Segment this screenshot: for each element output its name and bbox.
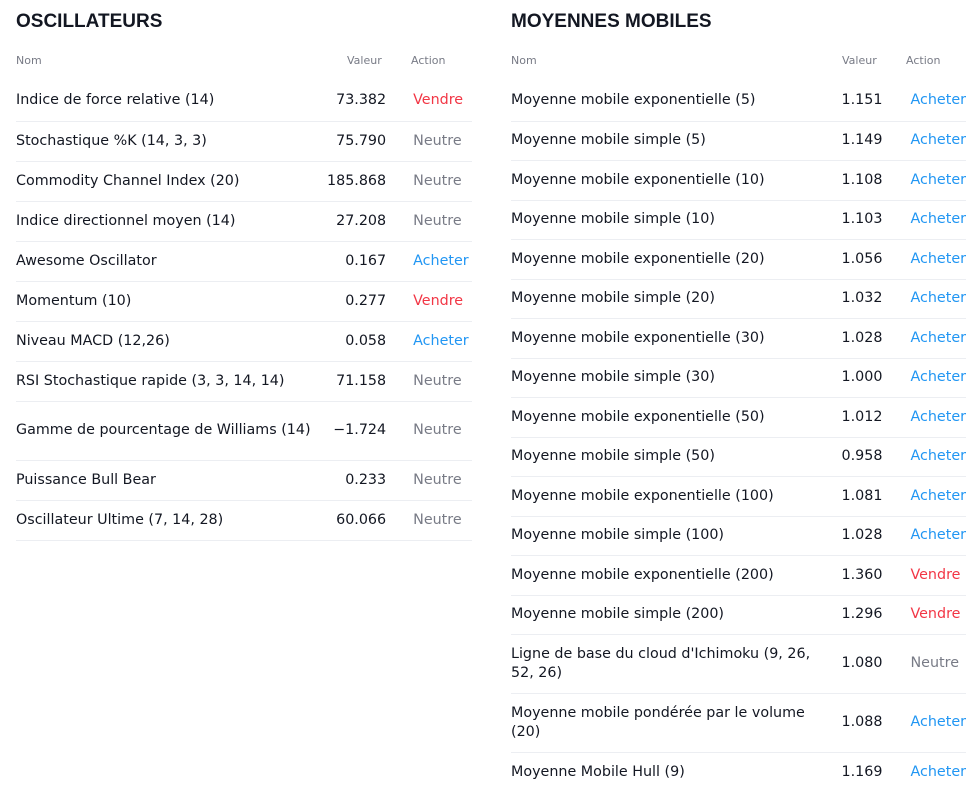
indicator-action: Acheter (910, 714, 966, 730)
indicator-action: Acheter (910, 290, 966, 306)
column-header-action: Action (906, 54, 941, 67)
indicator-value: 0.167 (345, 252, 387, 269)
column-header-value: Valeur (842, 54, 877, 67)
table-row[interactable] (511, 555, 966, 595)
table-row[interactable] (16, 500, 472, 540)
indicator-action: Acheter (910, 763, 966, 780)
table-row[interactable] (16, 281, 472, 321)
table-row[interactable] (16, 321, 472, 361)
indicator-value: 0.277 (345, 292, 387, 309)
table-row[interactable] (511, 239, 966, 279)
table-row[interactable] (16, 81, 472, 121)
indicator-name: Moyenne mobile simple (30) (511, 369, 715, 385)
indicator-name: Momentum (10) (16, 292, 132, 309)
indicator-value: 1.012 (841, 408, 883, 425)
indicator-value: 1.103 (841, 211, 883, 227)
indicator-name: Moyenne mobile simple (5) (511, 132, 706, 148)
indicator-value: 1.151 (841, 92, 883, 109)
indicator-name: Moyenne mobile simple (20) (511, 290, 715, 306)
table-row[interactable] (16, 401, 472, 460)
indicator-action: Neutre (413, 511, 462, 528)
table-row[interactable] (511, 595, 966, 634)
indicator-action: Vendre (910, 606, 961, 622)
indicator-value: 1.149 (841, 132, 883, 148)
table-row[interactable] (511, 634, 966, 693)
table-row[interactable] (511, 200, 966, 239)
indicator-action: Neutre (413, 132, 462, 149)
column-header-name: Nom (16, 54, 42, 67)
indicator-action: Neutre (413, 372, 462, 389)
indicator-action: Neutre (413, 471, 462, 488)
indicator-action: Acheter (910, 250, 966, 267)
column-header-action: Action (411, 54, 446, 67)
indicator-value: −1.724 (333, 422, 387, 438)
indicator-name: Moyenne mobile exponentielle (30) (511, 329, 765, 346)
oscillators-title: OSCILLATEURS (16, 11, 163, 32)
table-row[interactable] (511, 516, 966, 555)
indicator-action: Acheter (910, 92, 966, 109)
indicator-name: Moyenne mobile exponentielle (5) (511, 92, 756, 109)
indicator-value: 1.081 (841, 487, 883, 504)
indicator-action: Acheter (910, 369, 966, 385)
indicator-value: 185.868 (327, 172, 387, 189)
indicator-action: Acheter (910, 448, 966, 464)
indicator-value: 1.360 (841, 566, 883, 583)
table-row[interactable] (511, 437, 966, 476)
indicator-name: Indice directionnel moyen (14) (16, 212, 236, 229)
indicator-value: 1.108 (841, 171, 883, 188)
indicator-value: 1.032 (841, 290, 883, 306)
table-row[interactable] (511, 752, 966, 792)
indicator-name: Moyenne mobile exponentielle (200) (511, 566, 774, 583)
indicator-action: Vendre (413, 292, 464, 309)
indicator-action: Acheter (910, 408, 966, 425)
indicator-name: Gamme de pourcentage de Williams (14) (16, 422, 311, 438)
indicator-value: 1.056 (841, 250, 883, 267)
indicator-value: 0.233 (345, 471, 387, 488)
indicator-name: Indice de force relative (14) (16, 92, 215, 109)
indicator-name: Moyenne mobile simple (200) (511, 606, 725, 622)
indicator-name: Moyenne Mobile Hull (9) (511, 763, 685, 780)
table-row[interactable] (16, 361, 472, 401)
table-row[interactable] (16, 241, 472, 281)
indicator-action: Neutre (413, 172, 462, 189)
table-row[interactable] (511, 318, 966, 358)
indicator-name: Stochastique %K (14, 3, 3) (16, 132, 207, 149)
indicator-action: Acheter (910, 211, 966, 227)
indicator-value: 1.028 (841, 329, 883, 346)
oscillators-table (16, 81, 472, 541)
indicator-name: Niveau MACD (12,26) (16, 332, 170, 349)
oscillators-table-header (16, 54, 472, 70)
indicator-action: Neutre (910, 655, 959, 671)
indicator-action: Neutre (413, 422, 462, 438)
indicator-name: Moyenne mobile exponentielle (100) (511, 487, 774, 504)
table-row[interactable] (511, 160, 966, 200)
column-header-value: Valeur (347, 54, 382, 67)
indicator-value: 1.080 (841, 655, 883, 671)
indicator-action: Acheter (413, 332, 469, 349)
table-row[interactable] (16, 201, 472, 241)
indicator-action: Acheter (910, 329, 966, 346)
table-row[interactable] (511, 397, 966, 437)
indicator-name: Moyenne mobile simple (100) (511, 527, 725, 543)
indicator-value: 0.058 (345, 332, 387, 349)
table-row[interactable] (511, 358, 966, 397)
column-header-name: Nom (511, 54, 537, 67)
indicator-name: Moyenne mobile pondérée par le volume (20) (511, 704, 805, 740)
indicator-value: 1.028 (841, 527, 883, 543)
table-row[interactable] (16, 121, 472, 161)
indicator-name: Commodity Channel Index (20) (16, 172, 240, 189)
indicator-value: 60.066 (336, 511, 387, 528)
indicator-action: Vendre (910, 566, 961, 583)
indicator-action: Acheter (910, 132, 966, 148)
indicator-value: 73.382 (336, 92, 387, 109)
table-row[interactable] (511, 279, 966, 318)
table-row[interactable] (511, 693, 966, 752)
indicator-action: Neutre (413, 212, 462, 229)
indicator-action: Acheter (910, 487, 966, 504)
indicator-name: RSI Stochastique rapide (3, 3, 14, 14) (16, 372, 285, 389)
table-row[interactable] (511, 81, 966, 121)
indicator-name: Moyenne mobile simple (50) (511, 448, 715, 464)
indicator-name: Moyenne mobile exponentielle (50) (511, 408, 765, 425)
indicator-value: 1.088 (841, 714, 883, 730)
table-row[interactable] (16, 161, 472, 201)
indicator-value: 0.958 (841, 448, 883, 464)
moving-averages-title: MOYENNES MOBILES (511, 11, 712, 32)
table-row[interactable] (511, 121, 966, 160)
indicator-name: Awesome Oscillator (16, 252, 157, 269)
table-row[interactable] (511, 476, 966, 516)
indicator-value: 1.000 (841, 369, 883, 385)
moving-averages-table (511, 81, 966, 792)
indicator-name: Puissance Bull Bear (16, 471, 156, 488)
indicator-action: Acheter (910, 527, 966, 543)
indicator-value: 1.296 (841, 606, 883, 622)
indicator-value: 75.790 (336, 132, 387, 149)
indicator-name: Ligne de base du cloud d'Ichimoku (9, 26, 52, 26) (511, 645, 811, 681)
indicator-action: Acheter (910, 171, 966, 188)
indicator-name: Moyenne mobile exponentielle (10) (511, 171, 765, 188)
indicator-action: Acheter (413, 252, 469, 269)
moving-averages-table-header (511, 54, 966, 70)
indicator-value: 27.208 (336, 212, 387, 229)
indicator-value: 1.169 (841, 763, 883, 780)
table-row[interactable] (16, 460, 472, 500)
indicator-name: Oscillateur Ultime (7, 14, 28) (16, 511, 224, 528)
indicator-name: Moyenne mobile simple (10) (511, 211, 715, 227)
indicator-value: 71.158 (336, 372, 387, 389)
indicator-name: Moyenne mobile exponentielle (20) (511, 250, 765, 267)
indicator-action: Vendre (413, 92, 464, 109)
